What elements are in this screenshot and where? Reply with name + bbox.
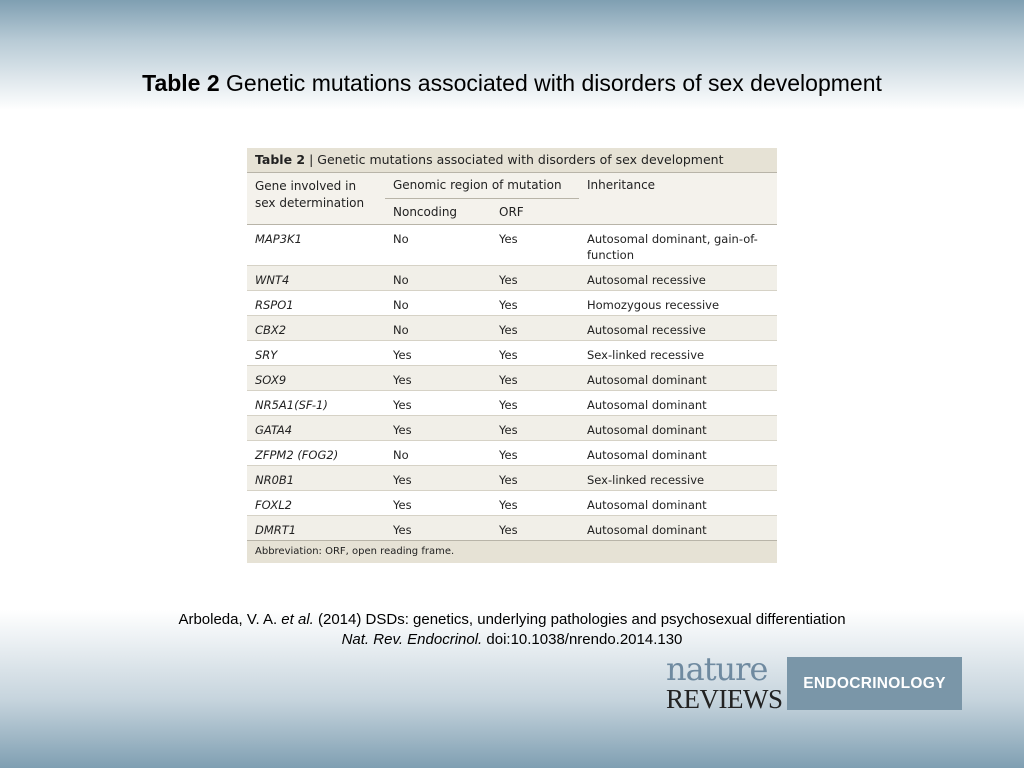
cell-inheritance: Autosomal dominant xyxy=(587,523,707,537)
cell-gene: WNT4 xyxy=(255,273,290,287)
table-row xyxy=(247,491,777,516)
table-row xyxy=(247,441,777,466)
cell-orf: Yes xyxy=(499,232,518,246)
citation-title: (2014) DSDs: genetics, underlying pathologies and psychosexual differentiation xyxy=(313,611,846,628)
cell-gene: CBX2 xyxy=(255,323,287,337)
cell-gene: ZFPM2 (FOG2) xyxy=(255,448,339,462)
cell-inheritance: Autosomal dominant xyxy=(587,498,707,512)
cell-noncoding: Yes xyxy=(393,473,412,487)
cell-noncoding: Yes xyxy=(393,373,412,387)
table-row xyxy=(247,466,777,491)
cell-orf: Yes xyxy=(499,423,518,437)
logo-endocrinology: ENDOCRINOLOGY xyxy=(787,657,962,710)
slide-title-text: Genetic mutations associated with disorders of sex development xyxy=(219,70,882,96)
table-row xyxy=(247,266,777,291)
cell-orf: Yes xyxy=(499,298,518,312)
table-row xyxy=(247,416,777,441)
cell-inheritance: Autosomal recessive xyxy=(587,323,706,337)
header-region: Genomic region of mutation xyxy=(393,178,562,192)
cell-orf: Yes xyxy=(499,498,518,512)
table-footnote: Abbreviation: ORF, open reading frame. xyxy=(247,540,777,563)
table-row xyxy=(247,291,777,316)
table-row xyxy=(247,316,777,341)
cell-gene: SOX9 xyxy=(255,373,287,387)
logo-reviews: REVIEWS xyxy=(666,684,783,714)
cell-orf: Yes xyxy=(499,323,518,337)
cell-inheritance: Autosomal dominant xyxy=(587,423,707,437)
table-caption-text: | Genetic mutations associated with disorders of sex development xyxy=(305,152,724,167)
cell-noncoding: No xyxy=(393,298,409,312)
cell-gene: MAP3K1 xyxy=(255,232,302,246)
citation-line-2 xyxy=(0,630,1024,650)
header-inheritance: Inheritance xyxy=(587,178,656,192)
citation-line-1 xyxy=(0,610,1024,630)
cell-orf: Yes xyxy=(499,523,518,537)
cell-gene: DMRT1 xyxy=(255,523,297,537)
cell-gene: NR0B1 xyxy=(255,473,295,487)
cell-gene: FOXL2 xyxy=(255,498,292,512)
cell-gene: NR5A1(SF-1) xyxy=(255,398,328,412)
cell-orf: Yes xyxy=(499,348,518,362)
cell-orf: Yes xyxy=(499,273,518,287)
header-orf: ORF xyxy=(499,205,524,219)
table-caption-label: Table 2 xyxy=(255,152,306,167)
cell-gene: RSPO1 xyxy=(255,298,294,312)
cell-noncoding: Yes xyxy=(393,398,412,412)
cell-inheritance: Sex-linked recessive xyxy=(587,473,705,487)
table-row xyxy=(247,516,777,540)
cell-inheritance: Autosomal dominant xyxy=(587,373,707,387)
logo-nature: nature xyxy=(666,650,768,688)
table-row xyxy=(247,366,777,391)
cell-inheritance: Autosomal dominant xyxy=(587,398,707,412)
citation-authors: Arboleda, V. A. xyxy=(178,611,282,628)
cell-noncoding: Yes xyxy=(393,523,412,537)
cell-orf: Yes xyxy=(499,398,518,412)
cell-noncoding: No xyxy=(393,448,409,462)
cell-orf: Yes xyxy=(499,448,518,462)
citation-doi: doi:10.1038/nrendo.2014.130 xyxy=(482,631,683,648)
table-row xyxy=(247,225,777,266)
cell-noncoding: No xyxy=(393,232,409,246)
citation xyxy=(0,610,1024,650)
cell-inheritance: Autosomal recessive xyxy=(587,273,706,287)
cell-inheritance: Sex-linked recessive xyxy=(587,348,705,362)
slide-title xyxy=(0,70,1024,97)
table-caption xyxy=(247,148,777,173)
cell-orf: Yes xyxy=(499,473,518,487)
cell-noncoding: Yes xyxy=(393,423,412,437)
cell-inheritance: Homozygous recessive xyxy=(587,298,720,312)
table-image xyxy=(247,148,777,561)
citation-journal: Nat. Rev. Endocrinol. xyxy=(341,631,483,648)
cell-inheritance: Autosomal dominant xyxy=(587,448,707,462)
cell-gene: SRY xyxy=(255,348,278,362)
table-row xyxy=(247,341,777,366)
table-header xyxy=(247,173,777,225)
header-noncoding: Noncoding xyxy=(393,205,458,219)
slide-title-label: Table 2 xyxy=(142,70,220,96)
table-row xyxy=(247,391,777,416)
citation-etal: et al. xyxy=(281,611,314,628)
header-gene: Gene involved in sex determination xyxy=(255,179,365,210)
cell-inheritance: Autosomal dominant, gain-of-function xyxy=(587,232,758,262)
cell-gene: GATA4 xyxy=(255,423,293,437)
cell-noncoding: No xyxy=(393,323,409,337)
table-body xyxy=(247,225,777,540)
cell-orf: Yes xyxy=(499,373,518,387)
cell-noncoding: Yes xyxy=(393,498,412,512)
nature-reviews-logo xyxy=(664,650,962,714)
cell-noncoding: No xyxy=(393,273,409,287)
cell-noncoding: Yes xyxy=(393,348,412,362)
header-divider xyxy=(385,198,579,199)
